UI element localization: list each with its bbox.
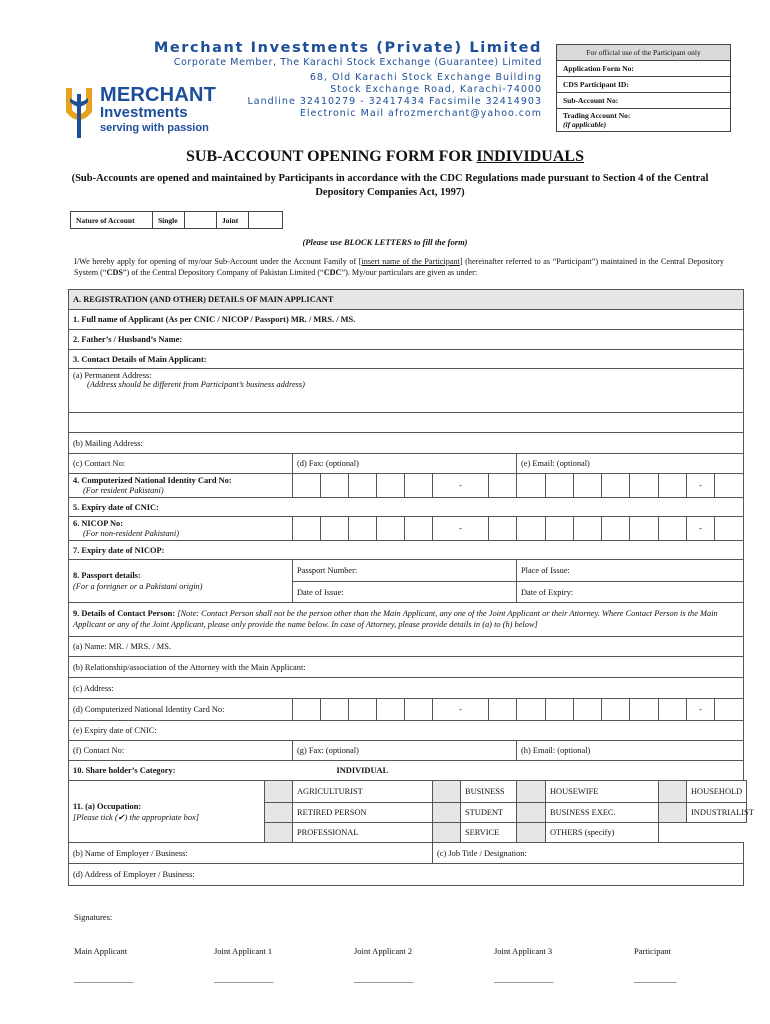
full-name-field[interactable]: 1. Full name of Applicant (As per CNIC / NICOP / Passport) MR. / MRS. / MS. [69,310,744,330]
cnic-digit-box[interactable] [405,474,433,498]
contact-cnic-digit-box[interactable] [546,699,574,721]
contact-cnic-digit-box[interactable] [321,699,349,721]
nicop-label: 6. NICOP No: (For non-resident Pakistani) [69,517,293,541]
main-applicant-label: Main Applicant [74,946,128,956]
cnic-digit-box[interactable] [349,474,377,498]
occupation-empty-cell [659,823,747,843]
shareholder-category-value: INDIVIDUAL [293,761,744,781]
occupation-household: HOUSEHOLD [687,781,747,803]
shareholder-category-label: 10. Share holder’s Category: [69,761,293,781]
joint-applicant-2-label: Joint Applicant 2 [354,946,413,956]
permanent-address-field[interactable]: (a) Permanent Address: (Address should be different from Participant’s business address) [69,369,744,413]
contact-cnic-digit-box[interactable] [630,699,659,721]
job-title-field[interactable]: (c) Job Title / Designation: [433,843,744,864]
contact-cnic-expiry-field[interactable]: (e) Expiry date of CNIC: [69,721,744,741]
occupation-checkbox-student[interactable] [433,803,461,823]
cnic-row [69,474,747,498]
cnic-expiry-field[interactable]: 5. Expiry date of CNIC: [69,498,744,517]
company-subtitle: Corporate Member, The Karachi Stock Exchange (Guarantee) Limited [173,57,542,68]
occupation-others: OTHERS (specify) [546,823,659,843]
joint-applicant-1-signature-line[interactable]: ______________ [214,974,274,984]
fax-field[interactable]: (d) Fax: (optional) [293,454,517,474]
occupation-checkbox-household[interactable] [659,781,687,803]
contact-cnic-separator: - [687,699,715,721]
occupation-checkbox-housewife[interactable] [517,781,546,803]
passport-number-field[interactable]: Passport Number: [293,560,517,582]
cnic-separator: - [687,474,715,498]
contact-cnic-digit-box[interactable] [574,699,602,721]
company-address [140,72,542,120]
cds-participant-id-field[interactable]: CDS Participant ID: [557,77,730,93]
cnic-digit-box[interactable] [659,474,687,498]
occupation-student: STUDENT [461,803,517,823]
address-line-1: 68, Old Karachi Stock Exchange Building [309,72,542,83]
contact-person-email-field[interactable]: (h) Email: (optional) [517,741,744,761]
cnic-digit-box[interactable] [602,474,630,498]
contact-cnic-row [69,699,747,721]
employer-address-field[interactable]: (d) Address of Employer / Business: [69,864,744,886]
nicop-digit-box[interactable] [489,517,517,541]
cnic-digit-box[interactable] [489,474,517,498]
occupation-label: 11. (a) Occupation: [Please tick (✔) the appropriate box] [69,781,265,843]
contact-cnic-separator: - [433,699,489,721]
joint-checkbox[interactable] [249,212,283,229]
occupation-housewife: HOUSEWIFE [546,781,659,803]
nicop-digit-box[interactable] [574,517,602,541]
occupation-checkbox-service[interactable] [433,823,461,843]
email-line: Electronic Mail afrozmerchant@yahoo.com [299,108,542,119]
participant-name-placeholder: insert name of the Participant [361,257,460,266]
nicop-digit-box[interactable] [293,517,321,541]
phone-line: Landline 32410279 - 32417434 Facsimile 32414903 [247,96,542,107]
trading-account-no-field[interactable]: Trading Account No: (if applicable) [563,111,631,129]
contact-cnic-digit-box[interactable] [659,699,687,721]
occupation-checkbox-business-exec[interactable] [517,803,546,823]
occupation-business: BUSINESS [461,781,517,803]
joint-applicant-3-signature-line[interactable]: ______________ [494,974,554,984]
single-checkbox[interactable] [185,212,217,229]
date-of-expiry-field[interactable]: Date of Expiry: [517,582,744,603]
contact-cnic-digit-box[interactable] [517,699,546,721]
nicop-separator: - [687,517,715,541]
nicop-digit-box[interactable] [715,517,744,541]
official-use-box [556,44,731,132]
passport-details-label: 8. Passport details: (For a foreigner or a Pakistani origin) [69,560,293,603]
signatures-heading: Signatures: [74,912,113,922]
nature-of-account-table [70,211,283,229]
company-name: Merchant Investments (Private) Limited [153,40,542,56]
occupation-checkbox-business[interactable] [433,781,461,803]
registration-form-table [68,289,754,886]
occupation-checkbox-industrialist[interactable] [659,803,687,823]
contact-cnic-digit-box[interactable] [489,699,517,721]
cnic-digit-box[interactable] [630,474,659,498]
cnic-label: 4. Computerized National Identity Card No: (For resident Pakistani) [69,474,293,498]
main-applicant-signature-line[interactable]: ______________ [74,974,134,984]
form-title: SUB-ACCOUNT OPENING FORM FOR INDIVIDUALS [186,148,584,165]
section-a-heading: A. REGISTRATION (AND OTHER) DETAILS OF MAIN APPLICANT [69,290,744,310]
occupation-agriculturist: AGRICULTURIST [293,781,433,803]
contact-person-name-field[interactable]: (a) Name: MR. / MRS. / MS. [69,637,744,657]
intro-paragraph: I/We hereby apply for opening of my/our Sub-Account under the Account Family of [insert name of the Participant] (hereinafter referred to as “Participant”) maintained in the Central Depository System (“CDS”) of the Central Depository Company of Pakistan Limited (“CDC”). My/our particulars are given as under: [74,257,724,277]
logo-text-investments: Investments [100,104,188,121]
permanent-address-line-2[interactable] [69,413,744,433]
occupation-checkbox-retired[interactable] [265,803,293,823]
cnic-digit-box[interactable] [517,474,546,498]
contact-person-address-field[interactable]: (c) Address: [69,678,744,699]
contact-cnic-label: (d) Computerized National Identity Card No: [69,699,293,721]
nicop-separator: - [433,517,489,541]
cnic-digit-box[interactable] [377,474,405,498]
single-label: Single [153,212,185,229]
occupation-business-exec: BUSINESS EXEC. [546,803,659,823]
contact-person-details: 9. Details of Contact Person: [Note: Contact Person shall not be the person other than the Main Applicant, any one of the Joint Applicant or their Attorney. Where Contact Person is the Main Applicant or any of the Joint Applicant, please only provide the name below. In case of Attorney, please provide details in (a) to (h) below] [69,603,744,637]
place-of-issue-field[interactable]: Place of Issue: [517,560,744,582]
logo-text-merchant: MERCHANT [100,84,217,106]
nicop-digit-box[interactable] [602,517,630,541]
logo-emblem-icon [62,84,96,140]
contact-person-phone-field[interactable]: (f) Contact No: [69,741,293,761]
contact-cnic-digit-box[interactable] [715,699,744,721]
contact-cnic-digit-box[interactable] [602,699,630,721]
occupation-checkbox-professional[interactable] [265,823,293,843]
cnic-digit-box[interactable] [546,474,574,498]
sub-account-no-field[interactable]: Sub-Account No: [557,93,730,109]
official-use-heading: For official use of the Participant only [557,45,730,61]
joint-applicant-2-signature-line[interactable]: ______________ [354,974,414,984]
occupation-professional: PROFESSIONAL [293,823,433,843]
occupation-checkbox-others[interactable] [517,823,546,843]
employer-name-field[interactable]: (b) Name of Employer / Business: [69,843,433,864]
joint-applicant-1-label: Joint Applicant 1 [214,946,273,956]
cnic-digit-box[interactable] [574,474,602,498]
nicop-digit-box[interactable] [517,517,546,541]
joint-label: Joint [217,212,249,229]
participant-signature-line[interactable]: __________ [634,974,677,984]
contact-cnic-digit-box[interactable] [293,699,321,721]
participant-label: Participant [634,946,671,956]
mailing-address-field[interactable]: (b) Mailing Address: [69,433,744,454]
contact-no-field[interactable]: (c) Contact No: [69,454,293,474]
cnic-digit-box[interactable] [321,474,349,498]
nature-of-account-label: Nature of Account [71,212,153,229]
cnic-separator: - [433,474,489,498]
contact-details-heading: 3. Contact Details of Main Applicant: [69,350,744,369]
cnic-digit-box[interactable] [293,474,321,498]
occupation-service: SERVICE [461,823,517,843]
logo-tagline: serving with passion [100,122,209,134]
occupation-industrialist: INDUSTRIALIST [687,803,747,823]
company-header [140,40,542,120]
email-field[interactable]: (e) Email: (optional) [517,454,744,474]
block-letters-note: (Please use BLOCK LETTERS to fill the form) [302,237,468,247]
father-husband-name-field[interactable]: 2. Father’s / Husband’s Name: [69,330,744,350]
nicop-digit-box[interactable] [546,517,574,541]
nicop-row [69,517,747,541]
nicop-digit-box[interactable] [659,517,687,541]
address-line-2: Stock Exchange Road, Karachi-74000 [330,84,542,95]
nicop-digit-box[interactable] [377,517,405,541]
contact-cnic-digit-box[interactable] [349,699,377,721]
form-subtitle: (Sub-Accounts are opened and maintained by Participants in accordance with the CDC Regulations made pursuant to Section 4 of the Central Depository Companies Act, 1997) [71,173,709,198]
cnic-digit-box[interactable] [715,474,744,498]
contact-cnic-digit-box[interactable] [405,699,433,721]
contact-cnic-digit-box[interactable] [377,699,405,721]
nicop-digit-box[interactable] [321,517,349,541]
nicop-digit-box[interactable] [630,517,659,541]
joint-applicant-3-label: Joint Applicant 3 [494,946,553,956]
date-of-issue-field[interactable]: Date of Issue: [293,582,517,603]
application-form-no-field[interactable]: Application Form No: [557,61,730,77]
occupation-checkbox-agriculturist[interactable] [265,781,293,803]
occupation-retired: RETIRED PERSON [293,803,433,823]
nicop-expiry-field[interactable]: 7. Expiry date of NICOP: [69,541,744,560]
nicop-digit-box[interactable] [405,517,433,541]
attorney-relationship-field[interactable]: (b) Relationship/association of the Attorney with the Main Applicant: [69,657,744,678]
contact-person-fax-field[interactable]: (g) Fax: (optional) [293,741,517,761]
nicop-digit-box[interactable] [349,517,377,541]
